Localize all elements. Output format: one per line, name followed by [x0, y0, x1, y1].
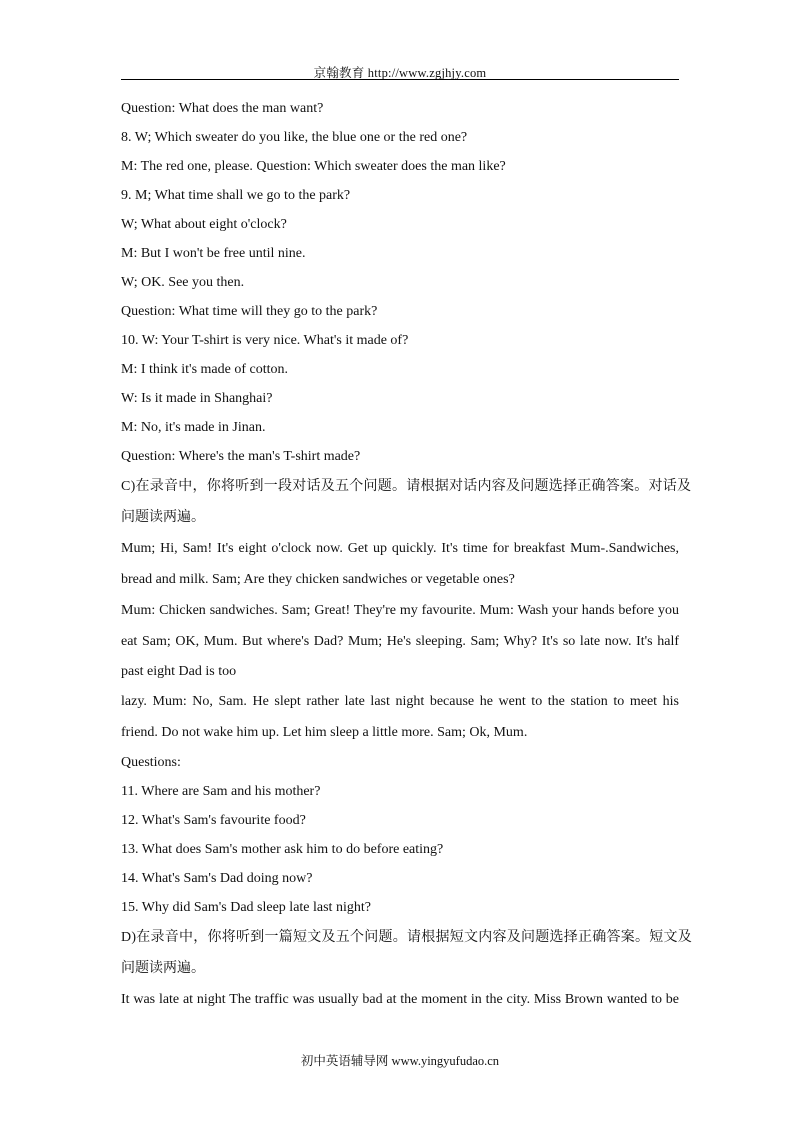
text-line: W; OK. See you then. — [121, 275, 245, 290]
dialogue-line: bread and milk. Sam; Are they chicken sandwiches or vegetable ones? — [121, 572, 515, 587]
dialogue-line: past eight Dad is too — [121, 664, 237, 679]
text-line: Question: What time will they go to the park? — [121, 304, 378, 319]
question-item: 15. Why did Sam's Dad sleep late last night? — [121, 900, 371, 915]
text-line: Question: Where's the man's T-shirt made? — [121, 449, 361, 464]
questions-label: Questions: — [121, 755, 181, 770]
passage-line: It was late at night The traffic was usually bad at the moment in the city. Miss Brown wanted to be — [121, 992, 679, 1007]
question-item: 14. What's Sam's Dad doing now? — [121, 871, 313, 886]
dialogue-line: Mum: Chicken sandwiches. Sam; Great! They're my favourite. Mum: Wash your hands before you — [121, 603, 679, 618]
header-rule — [121, 79, 679, 80]
text-line: Question: What does the man want? — [121, 101, 324, 116]
text-line: W; What about eight o'clock? — [121, 217, 287, 232]
section-d-heading: D)在录音中，你将听到一篇短文及五个问题。请根据短文内容及问题选择正确答案。短文及 — [121, 930, 693, 945]
section-c-heading-cont: 问题读两遍。 — [121, 510, 205, 525]
page-header: 京翰教育 http://www.zgjhjy.com — [313, 66, 487, 80]
dialogue-line: eat Sam; OK, Mum. But where's Dad? Mum; He's sleeping. Sam; Why? It's so late now. It's half — [121, 634, 679, 649]
text-line: M: No, it's made in Jinan. — [121, 420, 266, 435]
question-item: 13. What does Sam's mother ask him to do before eating? — [121, 842, 444, 857]
text-line: W: Is it made in Shanghai? — [121, 391, 273, 406]
text-line: 10. W: Your T-shirt is very nice. What's it made of? — [121, 333, 409, 348]
dialogue-line: lazy. Mum: No, Sam. He slept rather late last night because he went to the station to meet his — [121, 694, 679, 709]
text-line: 8. W; Which sweater do you like, the blue one or the red one? — [121, 130, 468, 145]
text-line: M: The red one, please. Question: Which sweater does the man like? — [121, 159, 506, 174]
question-item: 11. Where are Sam and his mother? — [121, 784, 321, 799]
section-d-heading-cont: 问题读两遍。 — [121, 961, 205, 976]
text-line: 9. M; What time shall we go to the park? — [121, 188, 351, 203]
text-line: M: I think it's made of cotton. — [121, 362, 289, 377]
dialogue-line: friend. Do not wake him up. Let him sleep a little more. Sam; Ok, Mum. — [121, 725, 528, 740]
page-body — [121, 94, 693, 1015]
text-line: M: But I won't be free until nine. — [121, 246, 306, 261]
question-item: 12. What's Sam's favourite food? — [121, 813, 306, 828]
section-c-heading: C)在录音中，你将听到一段对话及五个问题。请根据对话内容及问题选择正确答案。对话及 — [121, 479, 692, 494]
page-footer: 初中英语辅导网 www.yingyufudao.cn — [300, 1054, 500, 1068]
dialogue-line: Mum; Hi, Sam! It's eight o'clock now. Get up quickly. It's time for breakfast Mum-.Sandwiches, — [121, 541, 679, 556]
